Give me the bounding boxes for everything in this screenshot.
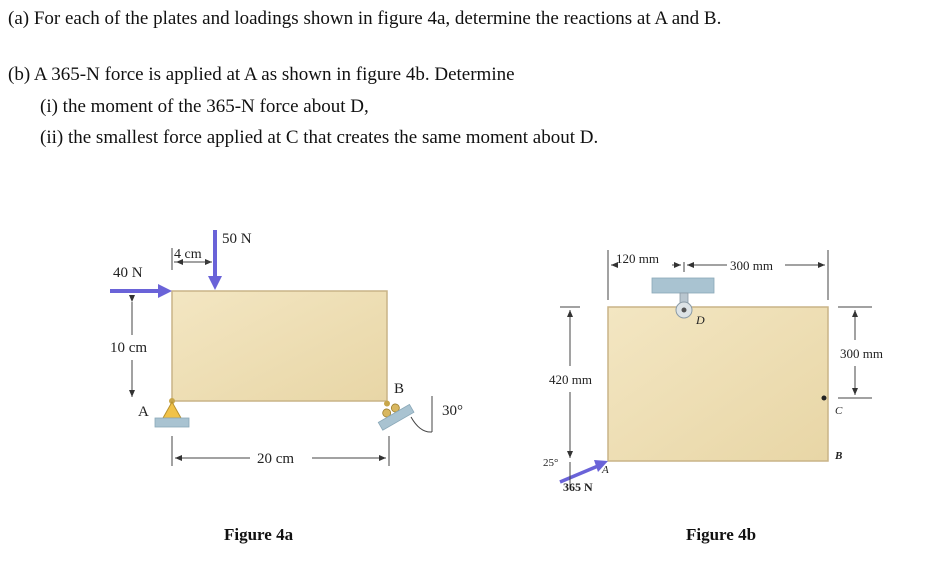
point-c-label: C — [835, 405, 843, 417]
force-40n-label: 40 N — [113, 265, 143, 281]
dim-300mm-top-label: 300 mm — [730, 258, 773, 273]
point-a-label: A — [602, 464, 609, 476]
force-50n-arrow — [208, 230, 222, 290]
dim-20cm-label: 20 cm — [257, 451, 295, 467]
point-b-label: B — [835, 450, 843, 462]
dim-10cm-label: 10 cm — [110, 340, 148, 356]
point-d-label: D — [696, 313, 705, 327]
force-365n-arrow — [560, 460, 608, 482]
figure-4a-caption: Figure 4a — [224, 525, 294, 544]
figure-4b — [543, 250, 883, 544]
dim-300mm-right-label: 300 mm — [840, 346, 883, 361]
angle-25-label: 25° — [543, 457, 559, 469]
figure-4a — [110, 230, 463, 544]
question-part-a: (a) For each of the plates and loadings shown in figure 4a, determine the reactions at A and B. — [8, 8, 722, 29]
plate-4b — [608, 307, 828, 461]
plate-4a — [172, 291, 387, 401]
force-50n-label: 50 N — [222, 231, 252, 247]
support-a — [155, 398, 189, 427]
question-part-b-ii: (ii) the smallest force applied at C that creates the same moment about D. — [40, 127, 599, 148]
angle-30-label: 30° — [442, 403, 463, 419]
dim-120mm-label: 120 mm — [616, 251, 659, 266]
angle-30-arc — [411, 417, 432, 432]
point-c-marker — [822, 396, 827, 401]
question-part-b: (b) A 365-N force is applied at A as shown in figure 4b. Determine — [8, 64, 515, 85]
force-365n-label: 365 N — [563, 480, 593, 494]
support-b-label: B — [394, 381, 405, 397]
dim-420mm-label: 420 mm — [549, 372, 592, 387]
force-40n-arrow — [110, 284, 172, 298]
question-part-b-i: (i) the moment of the 365-N force about D, — [40, 96, 369, 117]
dim-4cm-label: 4 cm — [174, 247, 202, 262]
figure-4b-caption: Figure 4b — [686, 525, 757, 544]
support-a-label: A — [138, 404, 149, 420]
